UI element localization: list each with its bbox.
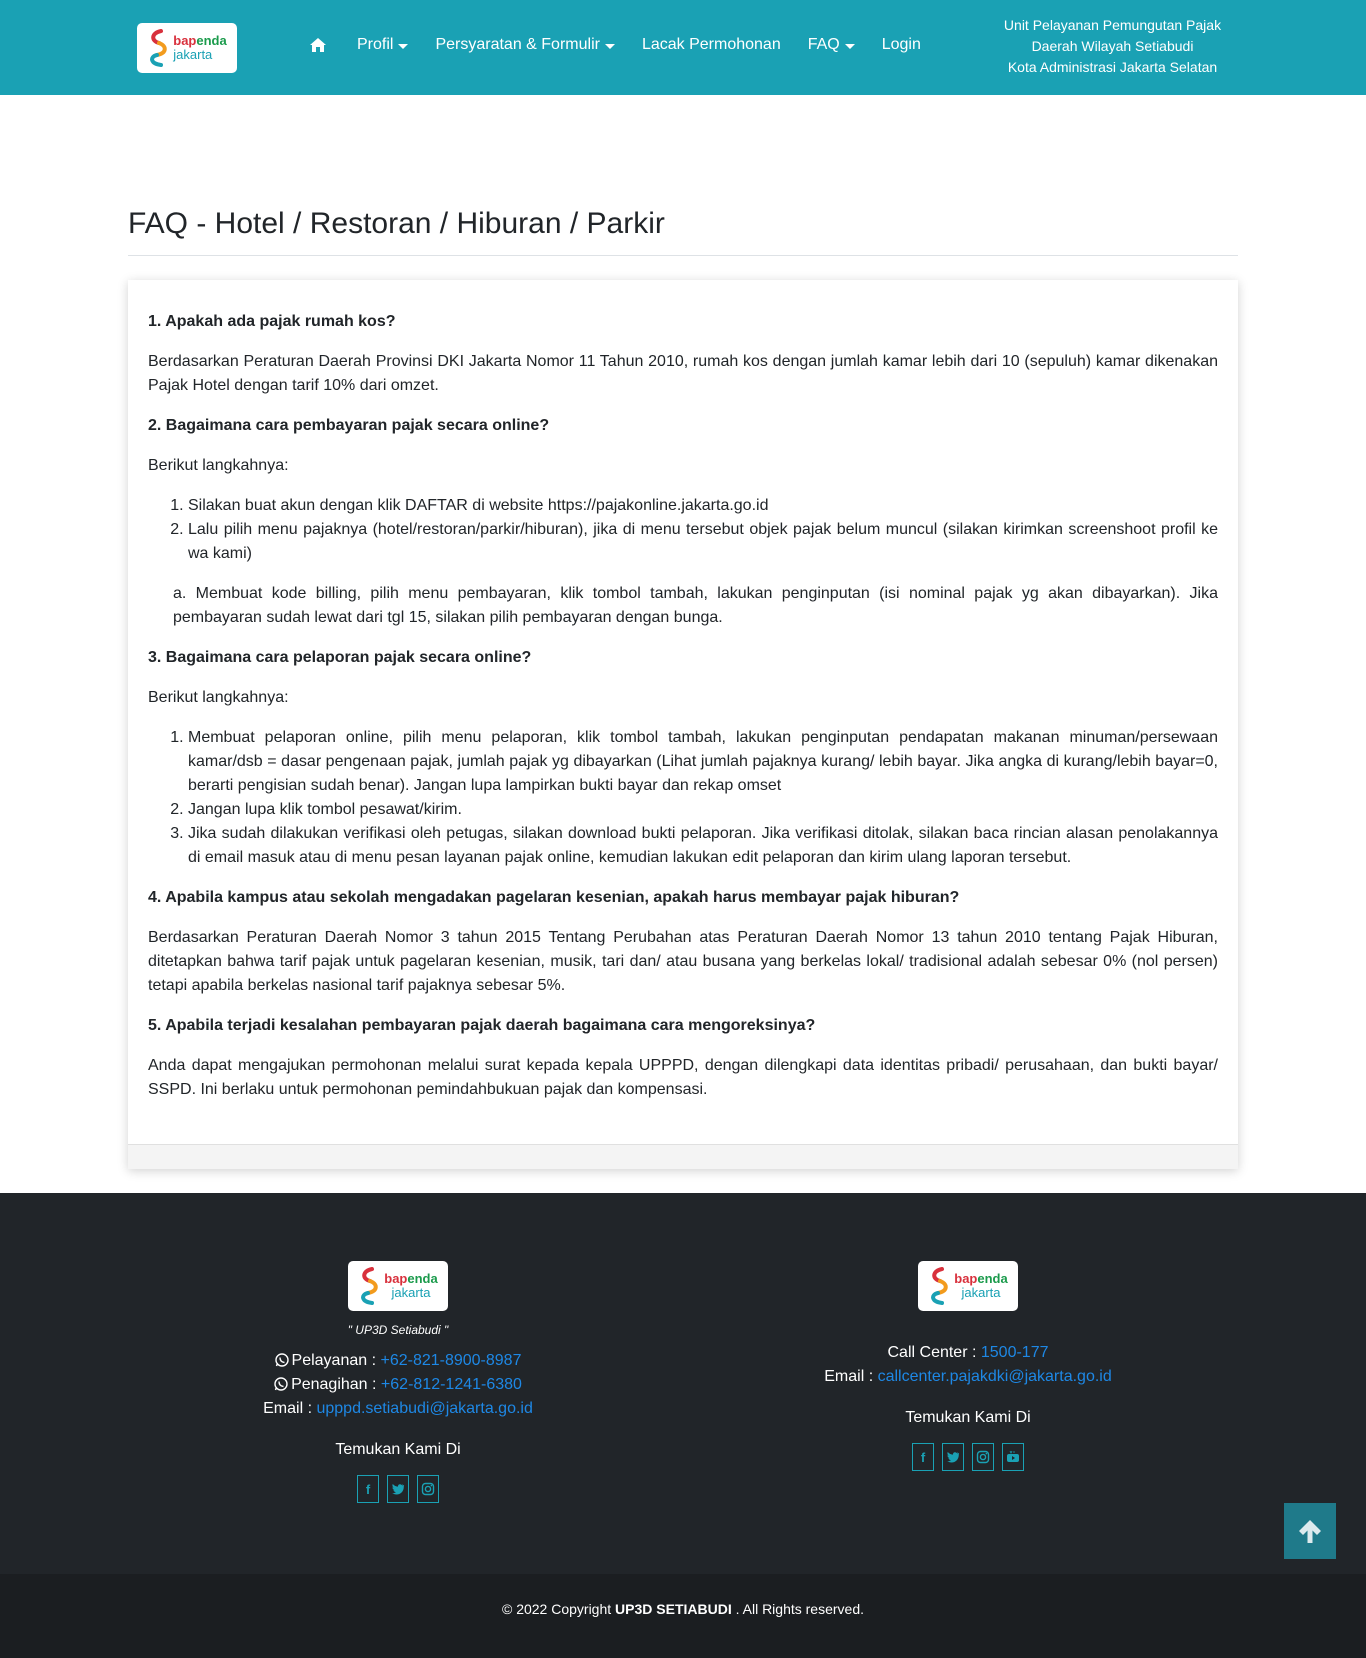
footer-callcenter: [768, 1341, 1168, 1365]
penagihan-phone-link[interactable]: +62-812-1241-6380: [380, 1376, 522, 1393]
faq-answer-2-intro: Berikut langkahnya:: [148, 457, 289, 474]
list-item: 1. Membuat pelaporan online, pilih menu pelaporan, klik tombol tambah, lakukan penginputan pendapatan makanan minuman/persewaan kamar/dsb = dasar pengenaan pajak, jumlah pajak yg dibayarkan (Lihat jumlah pajaknya kurang/ lebih bayar. Jika angka di kurang/lebih bayar=0, berarti pengisian sudah benar). Jangan lupa lampirkan bukti bayar dan rekap omset: [188, 726, 1218, 798]
facebook-icon[interactable]: f: [357, 1475, 379, 1503]
faq-answer-3-intro: Berikut langkahnya:: [148, 689, 289, 706]
nav-profil-label: Profil: [357, 36, 394, 53]
bapenda-logo-text: [954, 1272, 1007, 1300]
twitter-icon[interactable]: [942, 1443, 964, 1471]
find-us-heading: Temukan Kami Di: [905, 1409, 1031, 1426]
logo-text-part1: bap: [173, 33, 197, 48]
social-links: [768, 1443, 1168, 1471]
list-item: 2. Lalu pilih menu pajaknya (hotel/restoran/parkir/hiburan), jika di menu tersebut objek pajak belum muncul (silakan kirimkan screenshoot profil ke wa kami): [188, 518, 1218, 566]
list-item: 2. Jangan lupa klik tombol pesawat/kirim.: [188, 798, 1218, 822]
chevron-down-icon: [605, 44, 615, 49]
home-icon: [310, 38, 326, 52]
email-label: Email :: [263, 1400, 317, 1417]
top-navbar: [0, 0, 1366, 95]
footer-email-right: [768, 1365, 1168, 1389]
callcenter-label: Call Center :: [887, 1344, 981, 1361]
faq-question-3: 3. Bagaimana cara pelaporan pajak secara online?: [148, 649, 532, 666]
footer-pelayanan: [248, 1349, 548, 1373]
logo-text-part1: bap: [954, 1271, 978, 1286]
faq-answer-1: Berdasarkan Peraturan Daerah Provinsi DKI Jakarta Nomor 11 Tahun 2010, rumah kos dengan jumlah kamar lebih dari 10 (sepuluh) kamar dikenakan Pajak Hotel dengan tarif 10% dari omzet.: [148, 353, 1218, 394]
main-content: [128, 95, 1238, 1169]
callcenter-email-link[interactable]: callcenter.pajakdki@jakarta.go.id: [877, 1368, 1112, 1385]
footer-logo: [918, 1261, 1018, 1311]
list-item: 1. Silakan buat akun dengan klik DAFTAR di website https://pajakonline.jakarta.go.id: [188, 494, 1218, 518]
whatsapp-icon: [274, 1377, 288, 1391]
nav-lacak-label: Lacak Permohonan: [641, 36, 781, 53]
bapenda-logo-mark: [358, 1267, 380, 1305]
nav-lacak-permohonan[interactable]: [642, 36, 781, 54]
footer-right-column: [768, 1261, 1168, 1471]
arrow-up-icon: [1296, 1517, 1324, 1545]
nav-home[interactable]: [310, 38, 330, 52]
twitter-icon[interactable]: [387, 1475, 409, 1503]
faq-question-4: 4. Apabila kampus atau sekolah mengadakan pagelaran kesenian, apakah harus membayar pajak hiburan?: [148, 889, 960, 906]
nav-login-label: Login: [881, 36, 921, 53]
faq-question-5: 5. Apabila terjadi kesalahan pembayaran pajak daerah bagaimana cara mengoreksinya?: [148, 1017, 816, 1034]
whatsapp-icon: [275, 1353, 289, 1367]
logo-text-jakarta: jakarta: [391, 1285, 431, 1300]
copyright-name: UP3D SETIABUDI: [615, 1601, 732, 1617]
faq-card-body: [128, 280, 1238, 1144]
nav-faq-label: FAQ: [807, 36, 840, 53]
find-us-heading: Temukan Kami Di: [335, 1441, 461, 1458]
faq-answer-3-steps: [148, 726, 1218, 870]
email-link[interactable]: upppd.setiabudi@jakarta.go.id: [316, 1400, 533, 1417]
faq-question-2: 2. Bagaimana cara pembayaran pajak secara online?: [148, 417, 550, 434]
footer-penagihan: [248, 1373, 548, 1397]
copyright-prefix: © 2022 Copyright: [501, 1601, 616, 1617]
instagram-icon[interactable]: [972, 1443, 994, 1471]
social-links: [248, 1475, 548, 1503]
nav-faq[interactable]: [808, 36, 855, 54]
chevron-down-icon: [845, 44, 855, 49]
main-nav: [310, 36, 948, 54]
footer-left-column: [248, 1261, 548, 1503]
pelayanan-label: Pelayanan :: [291, 1352, 381, 1369]
footer-logo: [348, 1261, 448, 1311]
unit-info-line3: Kota Administrasi Jakarta Selatan: [1007, 59, 1218, 75]
faq-answer-4: Berdasarkan Peraturan Daerah Nomor 3 tahun 2015 Tentang Perubahan atas Peraturan Daerah Nomor 13 tahun 2010 tentang Pajak Hiburan, ditetapkan bahwa tarif pajak untuk pagelaran kesenian, musik, tari dan/ atau busana yang berkelas lokal/ tradisional adalah sebesar 0% (nol persen) tetapi apabila berkelas nasional tarif pajaknya sebesar 5%.: [148, 929, 1218, 994]
unit-info: [980, 15, 1245, 78]
instagram-icon[interactable]: [417, 1475, 439, 1503]
bapenda-logo-text: [173, 34, 226, 62]
penagihan-label: Penagihan :: [291, 1376, 381, 1393]
youtube-icon[interactable]: [1002, 1443, 1024, 1471]
faq-card-footer: [128, 1144, 1238, 1169]
logo-text-part2: enda: [196, 33, 227, 48]
logo-text-jakarta: jakarta: [173, 47, 213, 62]
faq-answer-2-steps: [148, 494, 1218, 566]
nav-profil[interactable]: [357, 36, 408, 54]
footer-email: [248, 1397, 548, 1421]
footer-tagline: " UP3D Setiabudi ": [347, 1323, 449, 1337]
logo-text-part2: enda: [977, 1271, 1008, 1286]
facebook-icon[interactable]: f: [912, 1443, 934, 1471]
nav-persyaratan-label: Persyaratan & Formulir: [435, 36, 600, 53]
nav-persyaratan[interactable]: [435, 36, 615, 54]
copyright-bar: [0, 1574, 1366, 1658]
pelayanan-phone-link[interactable]: +62-821-8900-8987: [380, 1352, 522, 1369]
unit-info-line2: Daerah Wilayah Setiabudi: [1031, 38, 1194, 54]
faq-answer-2-sub: a. Membuat kode billing, pilih menu pembayaran, klik tombol tambah, lakukan penginputan (isi nominal pajak yg akan dibayarkan). Jika pembayaran sudah lewat dari tgl 15, silakan pilih pembayaran dengan bunga.: [173, 585, 1218, 626]
bapenda-logo-mark: [147, 29, 169, 67]
copyright-suffix: . All Rights reserved.: [731, 1601, 864, 1617]
logo-text-jakarta: jakarta: [961, 1285, 1001, 1300]
site-footer: [0, 1193, 1366, 1574]
bapenda-logo-text: [384, 1272, 437, 1300]
list-item: 3. Jika sudah dilakukan verifikasi oleh petugas, silakan download bukti pelaporan. Jika verifikasi ditolak, silakan baca rincian alasan penolakannya di email masuk atau di menu pesan layanan pajak online, kemudian lakukan edit pelaporan dan kirim ulang laporan tersebut.: [188, 822, 1218, 870]
logo-text-part2: enda: [407, 1271, 438, 1286]
faq-card: [128, 280, 1238, 1169]
chevron-down-icon: [398, 44, 408, 49]
faq-answer-5: Anda dapat mengajukan permohonan melalui surat kepada kepala UPPPD, dengan dilengkapi data identitas pribadi/ perusahaan, dan bukti bayar/ SSPD. Ini berlaku untuk permohonan pemindahbukuan pajak dan kompensasi.: [148, 1057, 1218, 1098]
email-label: Email :: [824, 1368, 878, 1385]
nav-login[interactable]: [882, 36, 921, 54]
callcenter-link[interactable]: 1500-177: [980, 1344, 1049, 1361]
faq-question-1: 1. Apakah ada pajak rumah kos?: [148, 313, 396, 330]
page-title: FAQ - Hotel / Restoran / Hiburan / Parkir: [128, 207, 1238, 256]
logo-text-part1: bap: [384, 1271, 408, 1286]
bapenda-logo-mark: [928, 1267, 950, 1305]
bapenda-logo[interactable]: [137, 23, 237, 73]
back-to-top-button[interactable]: [1284, 1503, 1336, 1559]
unit-info-line1: Unit Pelayanan Pemungutan Pajak: [1003, 17, 1222, 33]
